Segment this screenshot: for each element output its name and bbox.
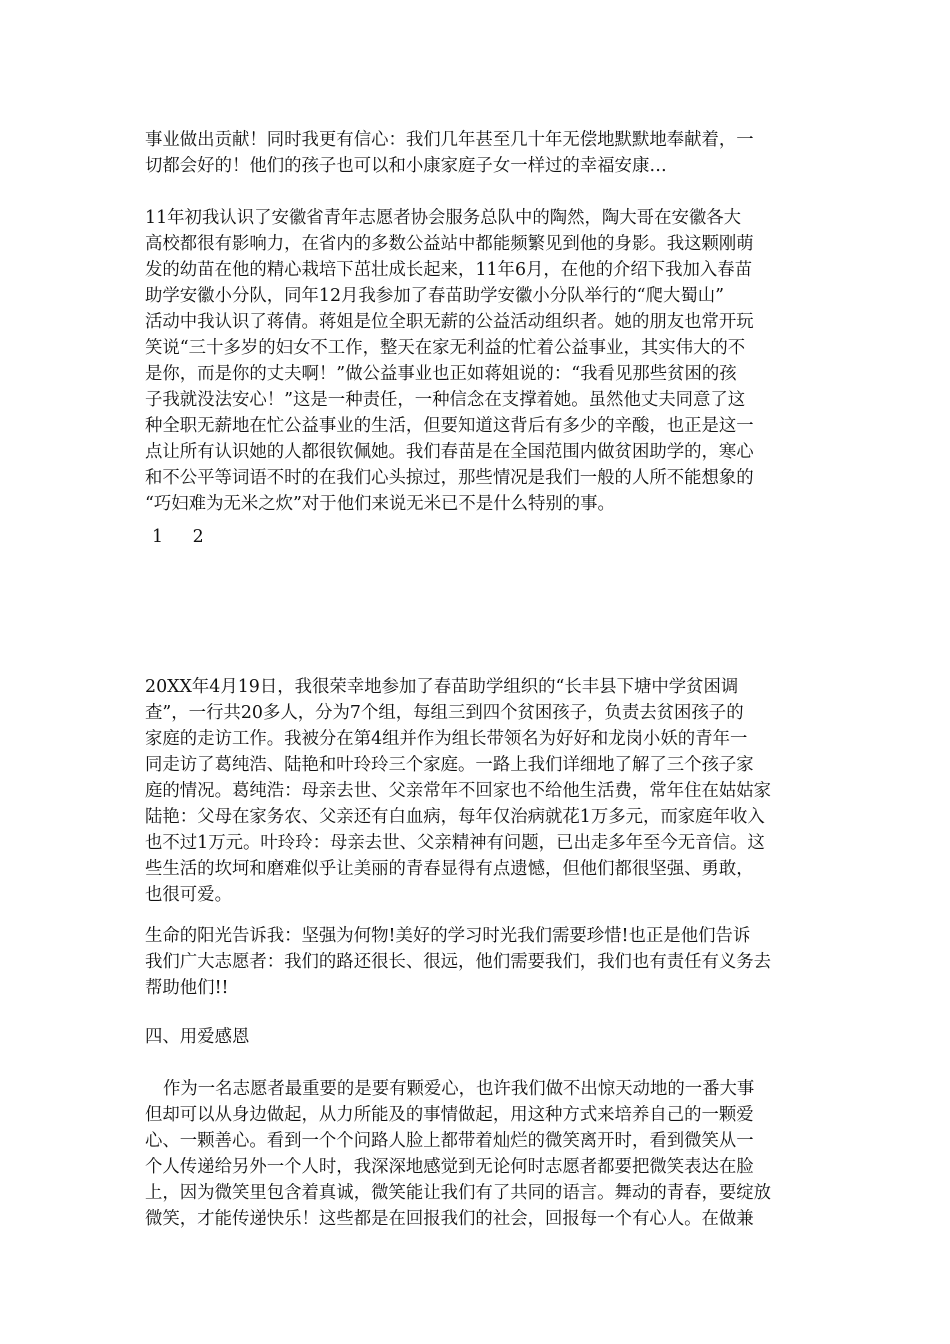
text-line: 家庭的走访工作。我被分在第4组并作为组长带领名为好好和龙岗小妖的青年一 xyxy=(145,729,748,749)
text-line: 心、一颗善心。看到一个个问路人脸上都带着灿烂的微笑离开时，看到微笑从一 xyxy=(145,1131,754,1151)
text-line: 切都会好的！他们的孩子也可以和小康家庭子女一样过的幸福安康… xyxy=(145,156,667,176)
text-line: 事业做出贡献！同时我更有信心：我们几年甚至几十年无偿地默默地奉献着，一 xyxy=(145,130,754,150)
page-link-2[interactable]: 2 xyxy=(192,527,204,547)
text-line xyxy=(145,1076,825,1102)
text-line: 点让所有认识她的人都很钦佩她。我们春苗是在全国范围内做贫困助学的，寒心 xyxy=(145,442,754,462)
text-line: 陆艳：父母在家务农、父亲还有白血病，每年仅治病就花1万多元，而家庭年收入 xyxy=(145,807,765,827)
text-line: 生命的阳光告诉我：坚强为何物!美好的学习时光我们需要珍惜!也正是他们告诉 xyxy=(145,926,751,946)
page-navigation xyxy=(152,524,228,550)
text-line-content: 作为一名志愿者最重要的是要有颗爱心，也许我们做不出惊天动地的一番大事 xyxy=(163,1079,755,1099)
text-line: 高校都很有影响力，在省内的多数公益站中都能频繁见到他的身影。我这颗刚萌 xyxy=(145,234,754,254)
text-line: 也很可爱。 xyxy=(145,885,232,905)
text-line: 和不公平等词语不时的在我们心头掠过，那些情况是我们一般的人所不能想象的 xyxy=(145,468,754,488)
text-line: 笑说“三十多岁的妇女不工作，整天在家无利益的忙着公益事业，其实伟大的不 xyxy=(145,338,746,358)
paragraph-survey-visit xyxy=(145,674,825,908)
text-line: 帮助他们!! xyxy=(145,978,229,998)
text-line: 也不过1万元。叶玲玲：母亲去世、父亲精神有问题，已出走多年至今无音信。这 xyxy=(145,833,765,853)
paragraph-sunshine-of-life xyxy=(145,923,825,1001)
paragraph-contribution xyxy=(145,127,825,179)
text-line: 子我就没法安心！”这是一种责任，一种信念在支撑着她。虽然他丈夫同意了这 xyxy=(145,390,746,410)
text-line: 但却可以从身边做起，从力所能及的事情做起，用这种方式来培养自己的一颗爱 xyxy=(145,1105,754,1125)
text-line: 微笑，才能传递快乐！这些都是在回报我们的社会，回报每一个有心人。在做兼 xyxy=(145,1209,754,1229)
page-link-1[interactable]: 1 xyxy=(152,527,164,547)
section-heading xyxy=(145,1024,825,1050)
text-line: 庭的情况。葛纯浩：母亲去世、父亲常年不回家也不给他生活费，常年住在姑姑家 xyxy=(145,781,772,801)
text-line: 同走访了葛纯浩、陆艳和叶玲玲三个家庭。一路上我们详细地了解了三个孩子家 xyxy=(145,755,754,775)
text-line: “巧妇难为无米之炊”对于他们来说无米已不是什么特别的事。 xyxy=(145,494,615,514)
text-line: 助学安徽小分队，同年12月我参加了春苗助学安徽小分队举行的“爬大蜀山” xyxy=(145,286,725,306)
text-line: 是你，而是你的丈夫啊！”做公益事业也正如蒋姐说的：“我看见那些贫困的孩 xyxy=(145,364,737,384)
text-line: 发的幼苗在他的精心栽培下茁壮成长起来，11年6月，在他的介绍下我加入春苗 xyxy=(145,260,753,280)
text-line: 上，因为微笑里包含着真诚，微笑能让我们有了共同的语言。舞动的青春，要绽放 xyxy=(145,1183,772,1203)
text-line: 活动中我认识了蒋倩。蒋姐是位全职无薪的公益活动组织者。她的朋友也常开玩 xyxy=(145,312,754,332)
text-line: 我们广大志愿者：我们的路还很长、很远，他们需要我们，我们也有责任有义务去 xyxy=(145,952,772,972)
text-line: 种全职无薪地在忙公益事业的生活，但要知道这背后有多少的辛酸，也正是这一 xyxy=(145,416,754,436)
section-heading-text: 四、用爱感恩 xyxy=(145,1027,250,1047)
text-line: 个人传递给另外一个人时，我深深地感觉到无论何时志愿者都要把微笑表达在脸 xyxy=(145,1157,754,1177)
text-line: 20XX年4月19日，我很荣幸地参加了春苗助学组织的“长丰县下塘中学贫困调 xyxy=(145,677,739,697)
text-line: 些生活的坎坷和磨难似乎让美丽的青春显得有点遗憾，但他们都很坚强、勇敢， xyxy=(145,859,754,879)
text-line: 查”，一行共20多人，分为7个组，每组三到四个贫困孩子，负责去贫困孩子的 xyxy=(145,703,744,723)
text-line: 11年初我认识了安徽省青年志愿者协会服务总队中的陶然，陶大哥在安徽各大 xyxy=(145,208,742,228)
paragraph-meeting-volunteers xyxy=(145,205,825,517)
paragraph-love-and-gratitude xyxy=(145,1076,825,1232)
